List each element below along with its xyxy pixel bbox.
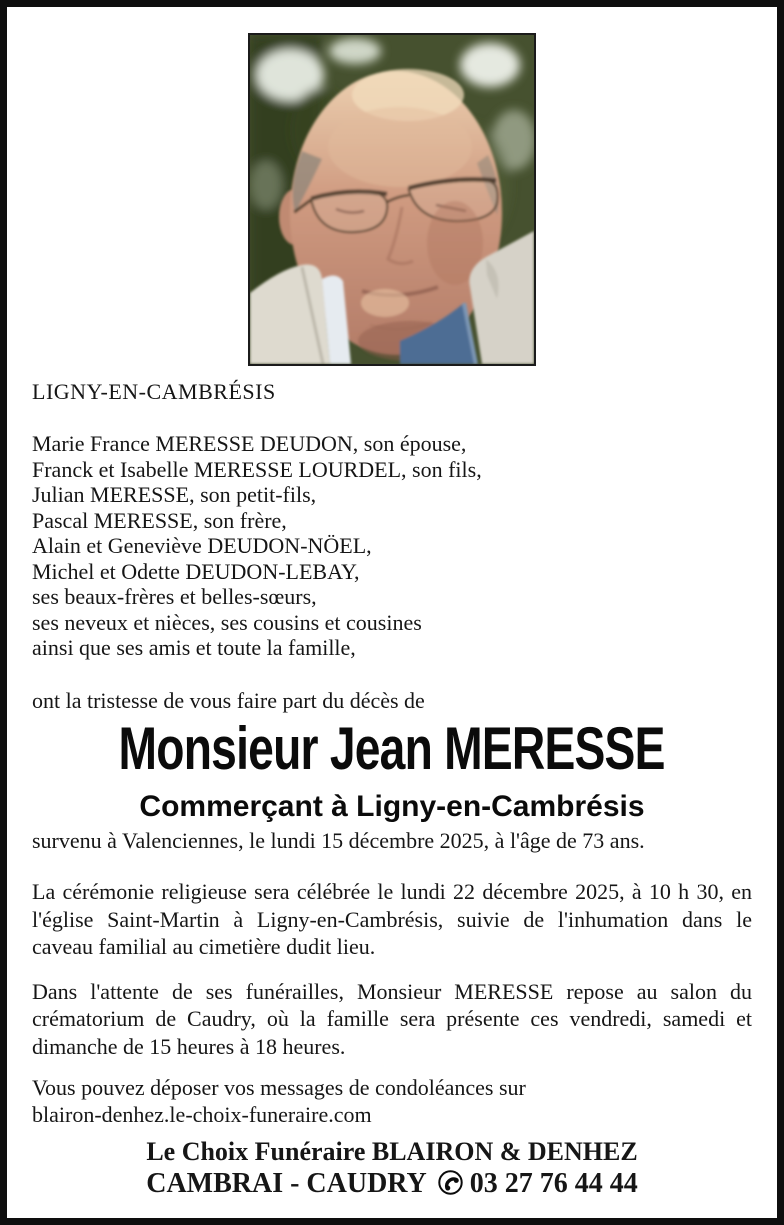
family-line: Julian MERESSE, son petit-fils, <box>32 482 317 507</box>
family-list <box>32 431 752 661</box>
family-line: ainsi que ses amis et toute la famille, <box>32 635 356 660</box>
family-line: Pascal MERESSE, son frère, <box>32 507 287 533</box>
deceased-subtitle: Commerçant à Ligny-en-Cambrésis <box>139 789 645 823</box>
funeral-home-contact <box>32 1167 752 1200</box>
ceremony-paragraph: La cérémonie religieuse sera célébrée le lundi 22 décembre 2025, à 10 h 30, en l'église Saint-Martin à Ligny-en-Cambrésis, suivie de l'inhumation dans le caveau familial au cimetière dudit lieu. <box>32 879 752 959</box>
family-line: Franck et Isabelle MERESSE LOURDEL, son fils, <box>32 456 482 482</box>
family-line: Alain et Geneviève DEUDON-NÖEL, <box>32 533 372 558</box>
family-line: ses neveux et nièces, ses cousins et cousines <box>32 609 422 635</box>
funeral-home-footer <box>32 1137 752 1200</box>
funeral-home-phone: 03 27 76 44 44 <box>469 1168 638 1199</box>
death-details-line: survenu à Valenciennes, le lundi 15 décembre 2025, à l'âge de 73 ans. <box>32 827 645 853</box>
family-line: Michel et Odette DEUDON-LEBAY, <box>32 558 360 584</box>
condolences-line: Vous pouvez déposer vos messages de condoléances sur <box>32 1075 526 1100</box>
funeral-home-name: Le Choix Funéraire BLAIRON & DENHEZ <box>146 1137 638 1166</box>
phone-in-circle-icon <box>437 1169 464 1196</box>
condolences-url: blairon-denhez.le-choix-funeraire.com <box>32 1102 372 1127</box>
repose-paragraph: Dans l'attente de ses funérailles, Monsieur MERESSE repose au salon du crématorium de Caudry, où la famille sera présente ces vendredi, samedi et dimanche de 15 heures à 18 heures. <box>32 978 752 1059</box>
family-line: ses beaux-frères et belles-sœurs, <box>32 584 317 609</box>
deceased-name <box>32 714 752 782</box>
location-heading: LIGNY-EN-CAMBRÉSIS <box>32 379 276 404</box>
portrait-illustration <box>250 35 534 364</box>
deceased-name-text: Monsieur Jean MERESSE <box>118 714 666 782</box>
condolences-block <box>32 1074 752 1128</box>
funeral-home-cities: CAMBRAI - CAUDRY <box>146 1168 427 1199</box>
deceased-photo <box>248 33 536 366</box>
family-line: Marie France MERESSE DEUDON, son épouse, <box>32 431 467 456</box>
announcement-line: ont la tristesse de vous faire part du décès de <box>32 687 425 713</box>
